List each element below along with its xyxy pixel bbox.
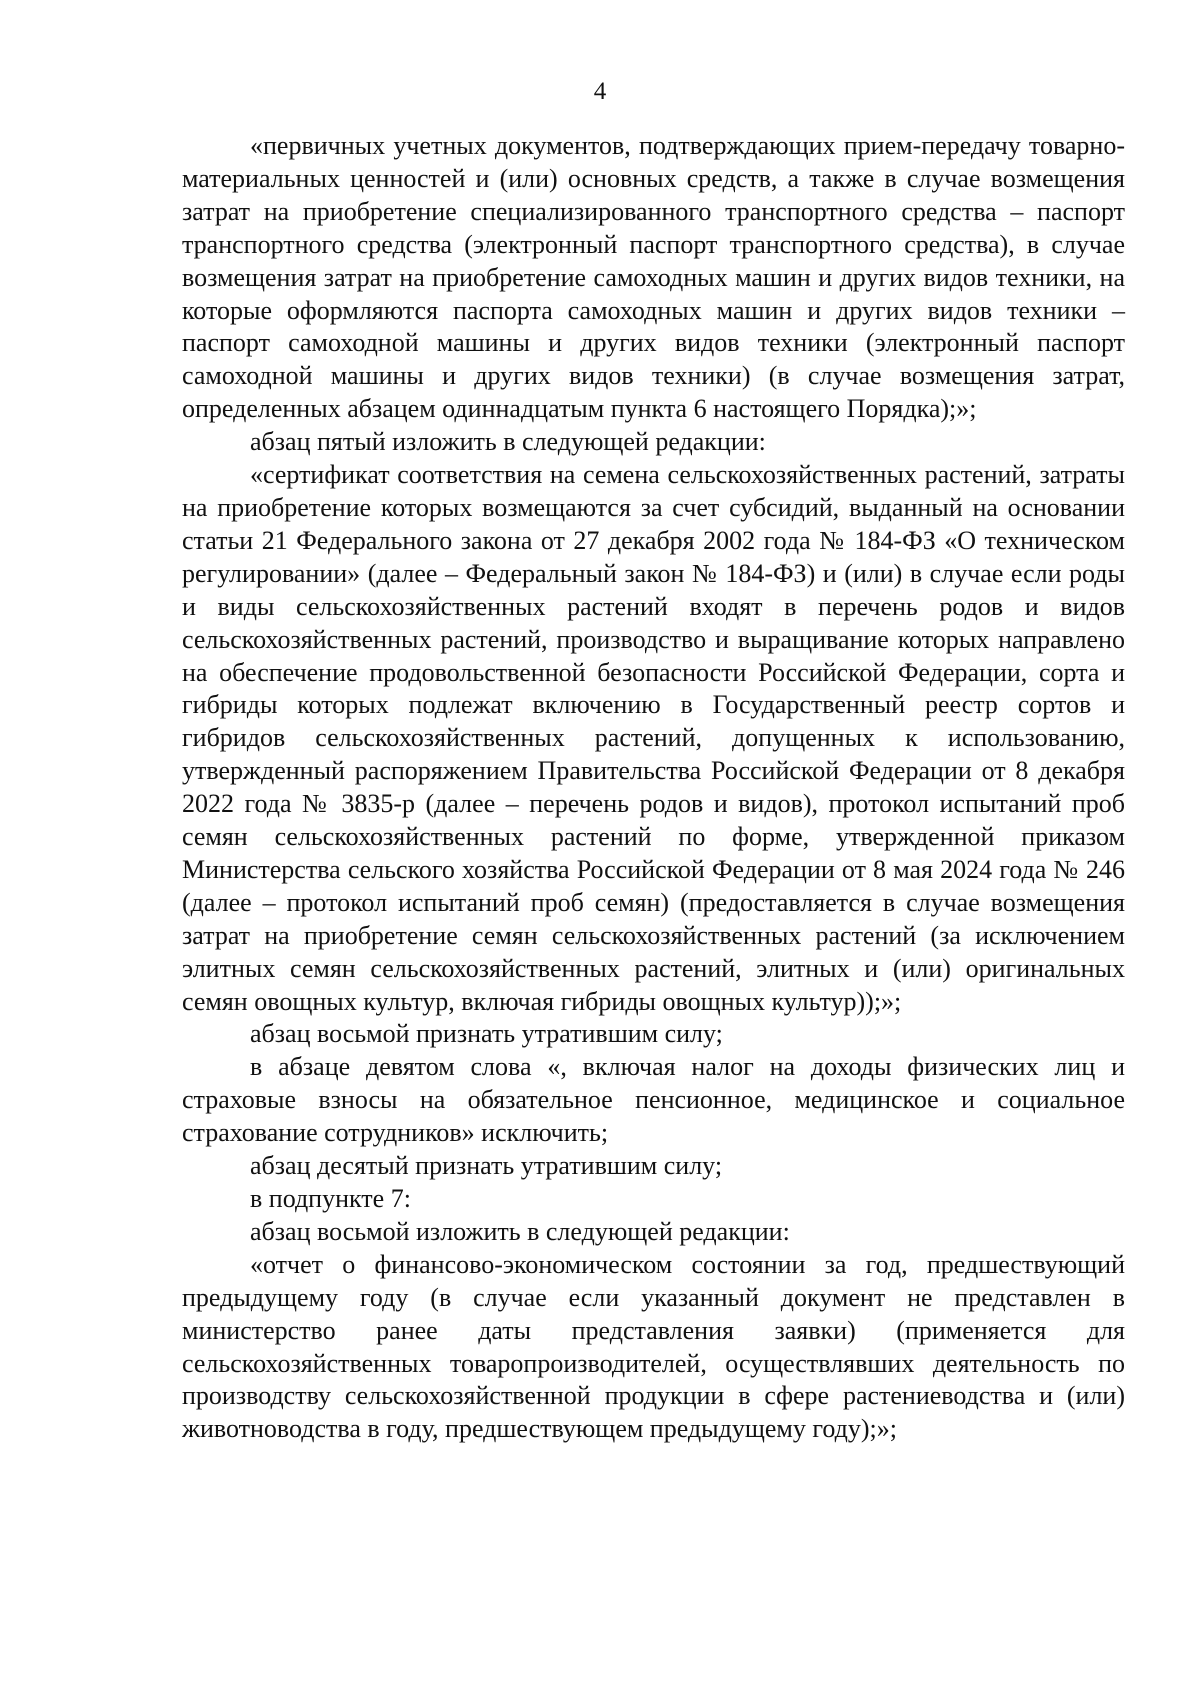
paragraph-financial-report: «отчет о финансово-экономическом состоянии за год, предшествующий предыдущему году (в случае если указанный документ не представлен в министерство ранее даты представления заявки) (применяется для сельскохозяйственных товаропроизводителей, осуществлявших деятельность по производству сельскохозяйственной продукции в сфере растениеводства и (или) животноводства в году, предшествующем предыдущему году);»; bbox=[182, 1249, 1125, 1444]
paragraph-eighth-abzac-void: абзац восьмой признать утратившим силу; bbox=[250, 1019, 723, 1049]
paragraph-subitem-7: в подпункте 7: bbox=[250, 1184, 411, 1213]
paragraph-eighth-abzac-instruction: абзац восьмой изложить в следующей редакции: bbox=[250, 1216, 790, 1246]
paragraph-primary-documents: «первичных учетных документов, подтверждающих прием-передачу товарно-материальных ценностей и (или) основных средств, а также в случае возмещения затрат на приобретение специализированного транспортного средства – паспорт транспортного средства (электронный паспорт транспортного средства), в случае возмещения затрат на приобретение самоходных машин и других видов техники, на которые оформляются паспорта самоходных машин и других видов техники – паспорт самоходной машины и других видов техники (электронный паспорт самоходной машины и других видов техники) (в случае возмещения затрат, определенных абзацем одиннадцатым пункта 6 настоящего Порядка);»; bbox=[182, 131, 1125, 424]
document-body bbox=[182, 130, 1125, 1446]
page-number: 4 bbox=[593, 78, 607, 105]
paragraph-ninth-abzac-amendment: в абзаце девятом слова «, включая налог на доходы физических лиц и страховые взносы на обязательное пенсионное, медицинское и социальное страхование сотрудников» исключить; bbox=[182, 1052, 1125, 1148]
paragraph-fifth-abzac-instruction: абзац пятый изложить в следующей редакции: bbox=[250, 427, 766, 457]
paragraph-certificate-of-conformity: «сертификат соответствия на семена сельскохозяйственных растений, затраты на приобретение которых возмещаются за счет субсидий, выданный на основании статьи 21 Федерального закона от 27 декабря 2002 года № 184-ФЗ «О техническом регулировании» (далее – Федеральный закон № 184-ФЗ) и (или) в случае если роды и виды сельскохозяйственных растений входят в перечень родов и видов сельскохозяйственных растений, производство и выращивание которых направлено на обеспечение продовольственной безопасности Российской Федерации, сорта и гибриды которых подлежат включению в Государственный реестр сортов и гибридов сельскохозяйственных растений, допущенных к использованию, утвержденный распоряжением Правительства Российской Федерации от 8 декабря 2022 года № 3835-р (далее – перечень родов и видов), протокол испытаний проб семян сельскохозяйственных растений по форме, утвержденной приказом Министерства сельского хозяйства Российской Федерации от 8 мая 2024 года № 246 (далее – протокол испытаний проб семян) (предоставляется в случае возмещения затрат на приобретение семян сельскохозяйственных растений (за исключением элитных семян сельскохозяйственных растений, элитных и (или) оригинальных семян овощных культур, включая гибриды овощных культур));»; bbox=[182, 460, 1125, 1016]
paragraph-tenth-abzac-void: абзац десятый признать утратившим силу; bbox=[250, 1151, 723, 1181]
